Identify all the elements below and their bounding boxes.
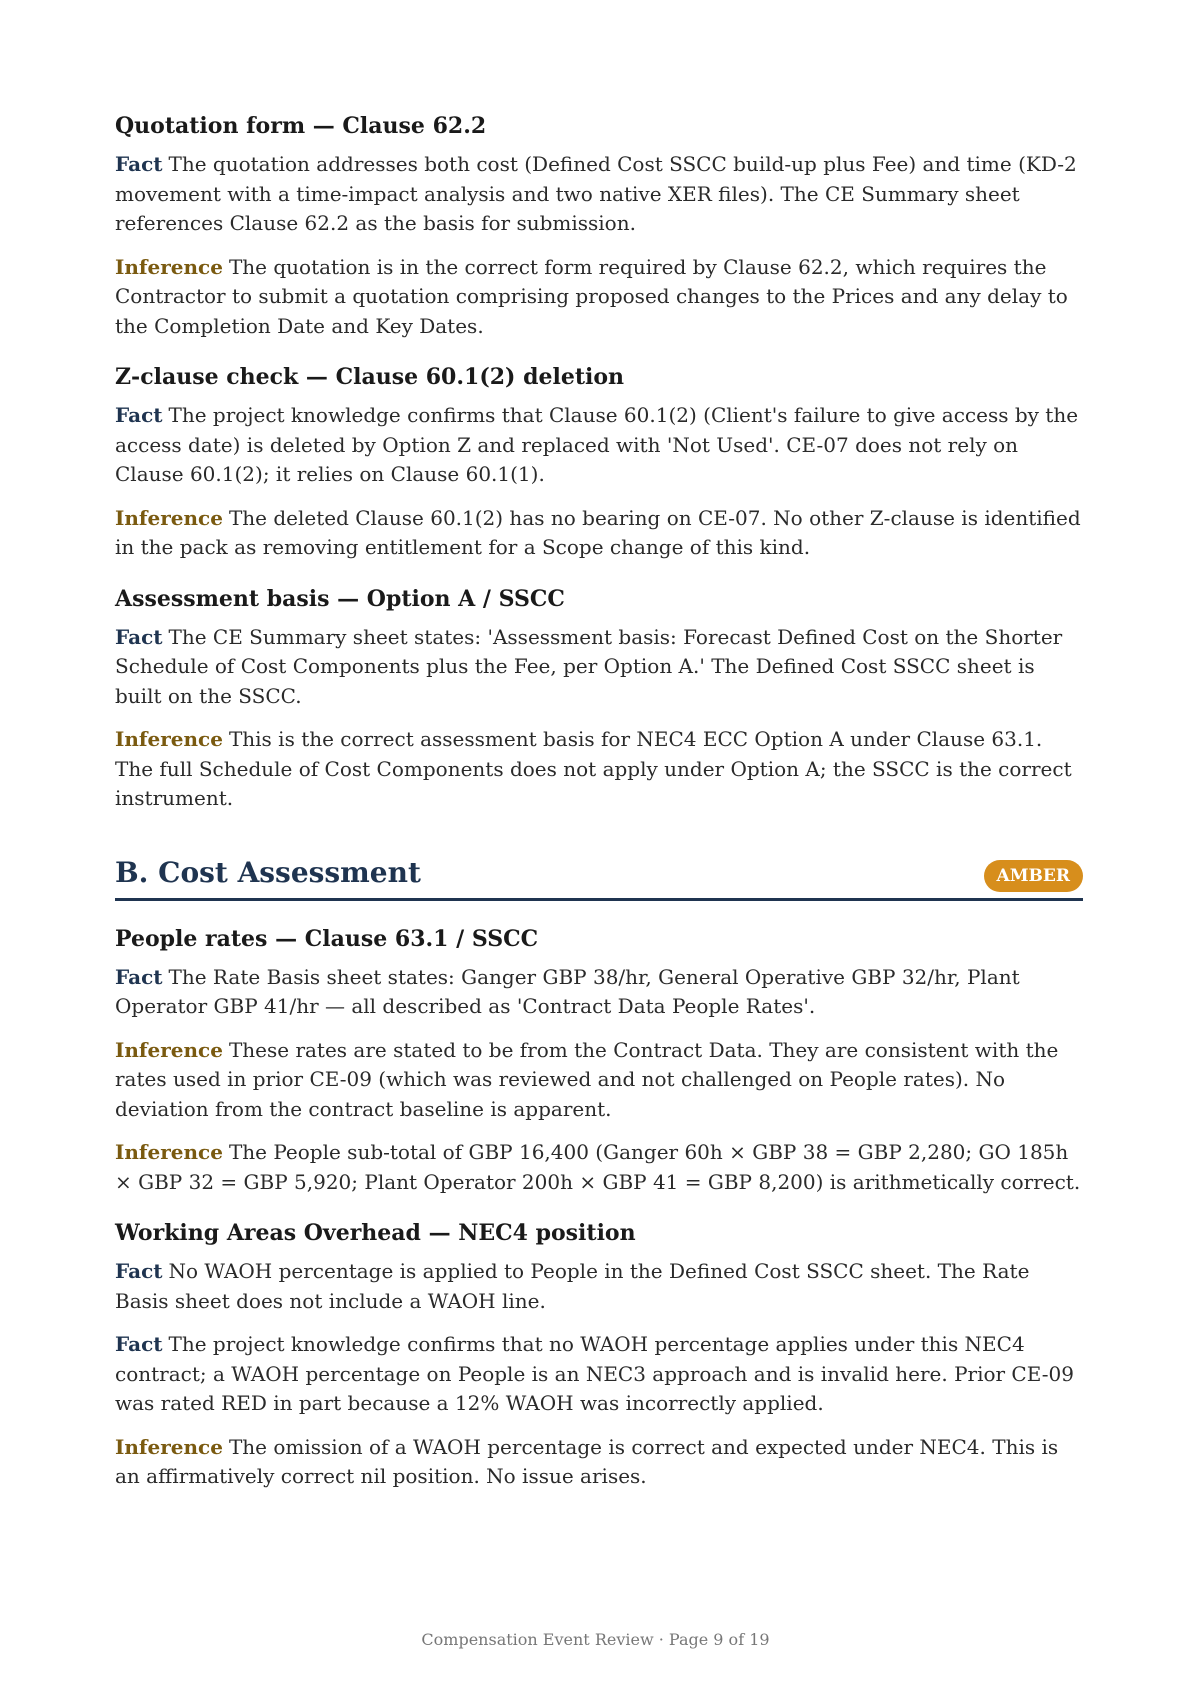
fact-paragraph	[115, 623, 1083, 712]
inference-label: Inference	[115, 727, 223, 751]
subsection-heading: Quotation form — Clause 62.2	[115, 113, 487, 139]
subsection-heading: Assessment basis — Option A / SSCC	[115, 585, 565, 612]
section-a-blocks	[115, 112, 1083, 814]
inference-label: Inference	[115, 1037, 223, 1062]
inference-paragraph	[115, 253, 1083, 342]
fact-paragraph	[115, 1257, 1083, 1316]
fact-text: The CE Summary sheet states: 'Assessment basis: Forecast Defined Cost on the Shorter Schedule of Cost Components plus the Fee, per Option A.' The Defined Cost SSCC sheet is built on the SSCC.	[115, 624, 1063, 708]
fact-label: Fact	[115, 152, 163, 176]
fact-label: Fact	[115, 624, 163, 649]
finding-block	[115, 112, 1083, 341]
inference-text: The People sub-total of GBP 16,400 (Ganger 60h × GBP 38 = GBP 2,280; GO 185h × GBP 32 = GBP 5,920; Plant Operator 200h × GBP 41 = GBP 8,200) is arithmetically correct.	[115, 1140, 1081, 1194]
fact-paragraph	[115, 1330, 1083, 1419]
inference-text: This is the correct assessment basis for NEC4 ECC Option A under Clause 63.1. The full Schedule of Cost Components does not apply under Option A; the SSCC is the correct instrument.	[115, 727, 1072, 810]
subsection-heading: Working Areas Overhead — NEC4 position	[115, 1220, 636, 1246]
finding-block	[115, 925, 1083, 1198]
finding-block	[115, 585, 1083, 814]
inference-label: Inference	[115, 254, 223, 279]
inference-text: These rates are stated to be from the Contract Data. They are consistent with the rates used in prior CE-09 (which was reviewed and not challenged on People rates). No deviation from the contract baseline is apparent.	[115, 1037, 1059, 1121]
inference-text: The deleted Clause 60.1(2) has no bearing on CE-07. No other Z-clause is identified in the pack as removing entitlement for a Scope change of this kind.	[115, 505, 1081, 559]
fact-text: The Rate Basis sheet states: Ganger GBP 38/hr, General Operative GBP 32/hr, Plant Operator GBP 41/hr — all described as 'Contract Data People Rates'.	[115, 964, 1020, 1018]
inference-label: Inference	[115, 1140, 223, 1164]
subsection-heading: Z-clause check — Clause 60.1(2) deletion	[115, 364, 625, 390]
page-footer: Compensation Event Review · Page 9 of 19	[421, 1630, 770, 1649]
subsection-heading: People rates — Clause 63.1 / SSCC	[115, 925, 539, 952]
fact-text: The project knowledge confirms that no WAOH percentage applies under this NEC4 contract; a WAOH percentage on People is an NEC3 approach and is invalid here. Prior CE-09 was rated RED in part because a 12% WAOH was incorrectly applied.	[115, 1332, 1074, 1415]
inference-label: Inference	[115, 505, 223, 530]
inference-paragraph	[115, 1433, 1083, 1492]
fact-paragraph	[115, 401, 1083, 490]
section-header	[115, 850, 1083, 901]
inference-label: Inference	[115, 1434, 223, 1459]
fact-label: Fact	[115, 1332, 163, 1356]
inference-paragraph	[115, 1036, 1083, 1125]
fact-label: Fact	[115, 964, 163, 989]
fact-text: No WAOH percentage is applied to People in the Defined Cost SSCC sheet. The Rate Basis sheet does not include a WAOH line.	[115, 1259, 1030, 1313]
inference-text: The omission of a WAOH percentage is correct and expected under NEC4. This is an affirmatively correct nil position. No issue arises.	[115, 1434, 1059, 1488]
inference-paragraph	[115, 504, 1083, 563]
finding-block	[115, 363, 1083, 563]
fact-text: The quotation addresses both cost (Defined Cost SSCC build-up plus Fee) and time (KD-2 movement with a time-impact analysis and two native XER files). The CE Summary sheet references Clause 62.2 as the basis for submission.	[115, 152, 1077, 235]
page-content	[115, 112, 1083, 1514]
fact-paragraph	[115, 963, 1083, 1022]
inference-paragraph	[115, 725, 1083, 814]
fact-label: Fact	[115, 403, 163, 427]
fact-label: Fact	[115, 1259, 163, 1283]
section-title: B. Cost Assessment	[115, 855, 421, 889]
fact-paragraph	[115, 150, 1083, 239]
inference-paragraph	[115, 1138, 1083, 1197]
fact-text: The project knowledge confirms that Clause 60.1(2) (Client's failure to give access by the access date) is deleted by Option Z and replaced with 'Not Used'. CE-07 does not rely on Clause 60.1(2); it relies on Clause 60.1(1).	[115, 403, 1079, 486]
section-b-blocks	[115, 925, 1083, 1492]
finding-block	[115, 1219, 1083, 1492]
inference-text: The quotation is in the correct form required by Clause 62.2, which requires the Contractor to submit a quotation comprising proposed changes to the Prices and any delay to the Completion Date and Key Dates.	[115, 254, 1068, 338]
status-badge: AMBER	[984, 860, 1083, 892]
